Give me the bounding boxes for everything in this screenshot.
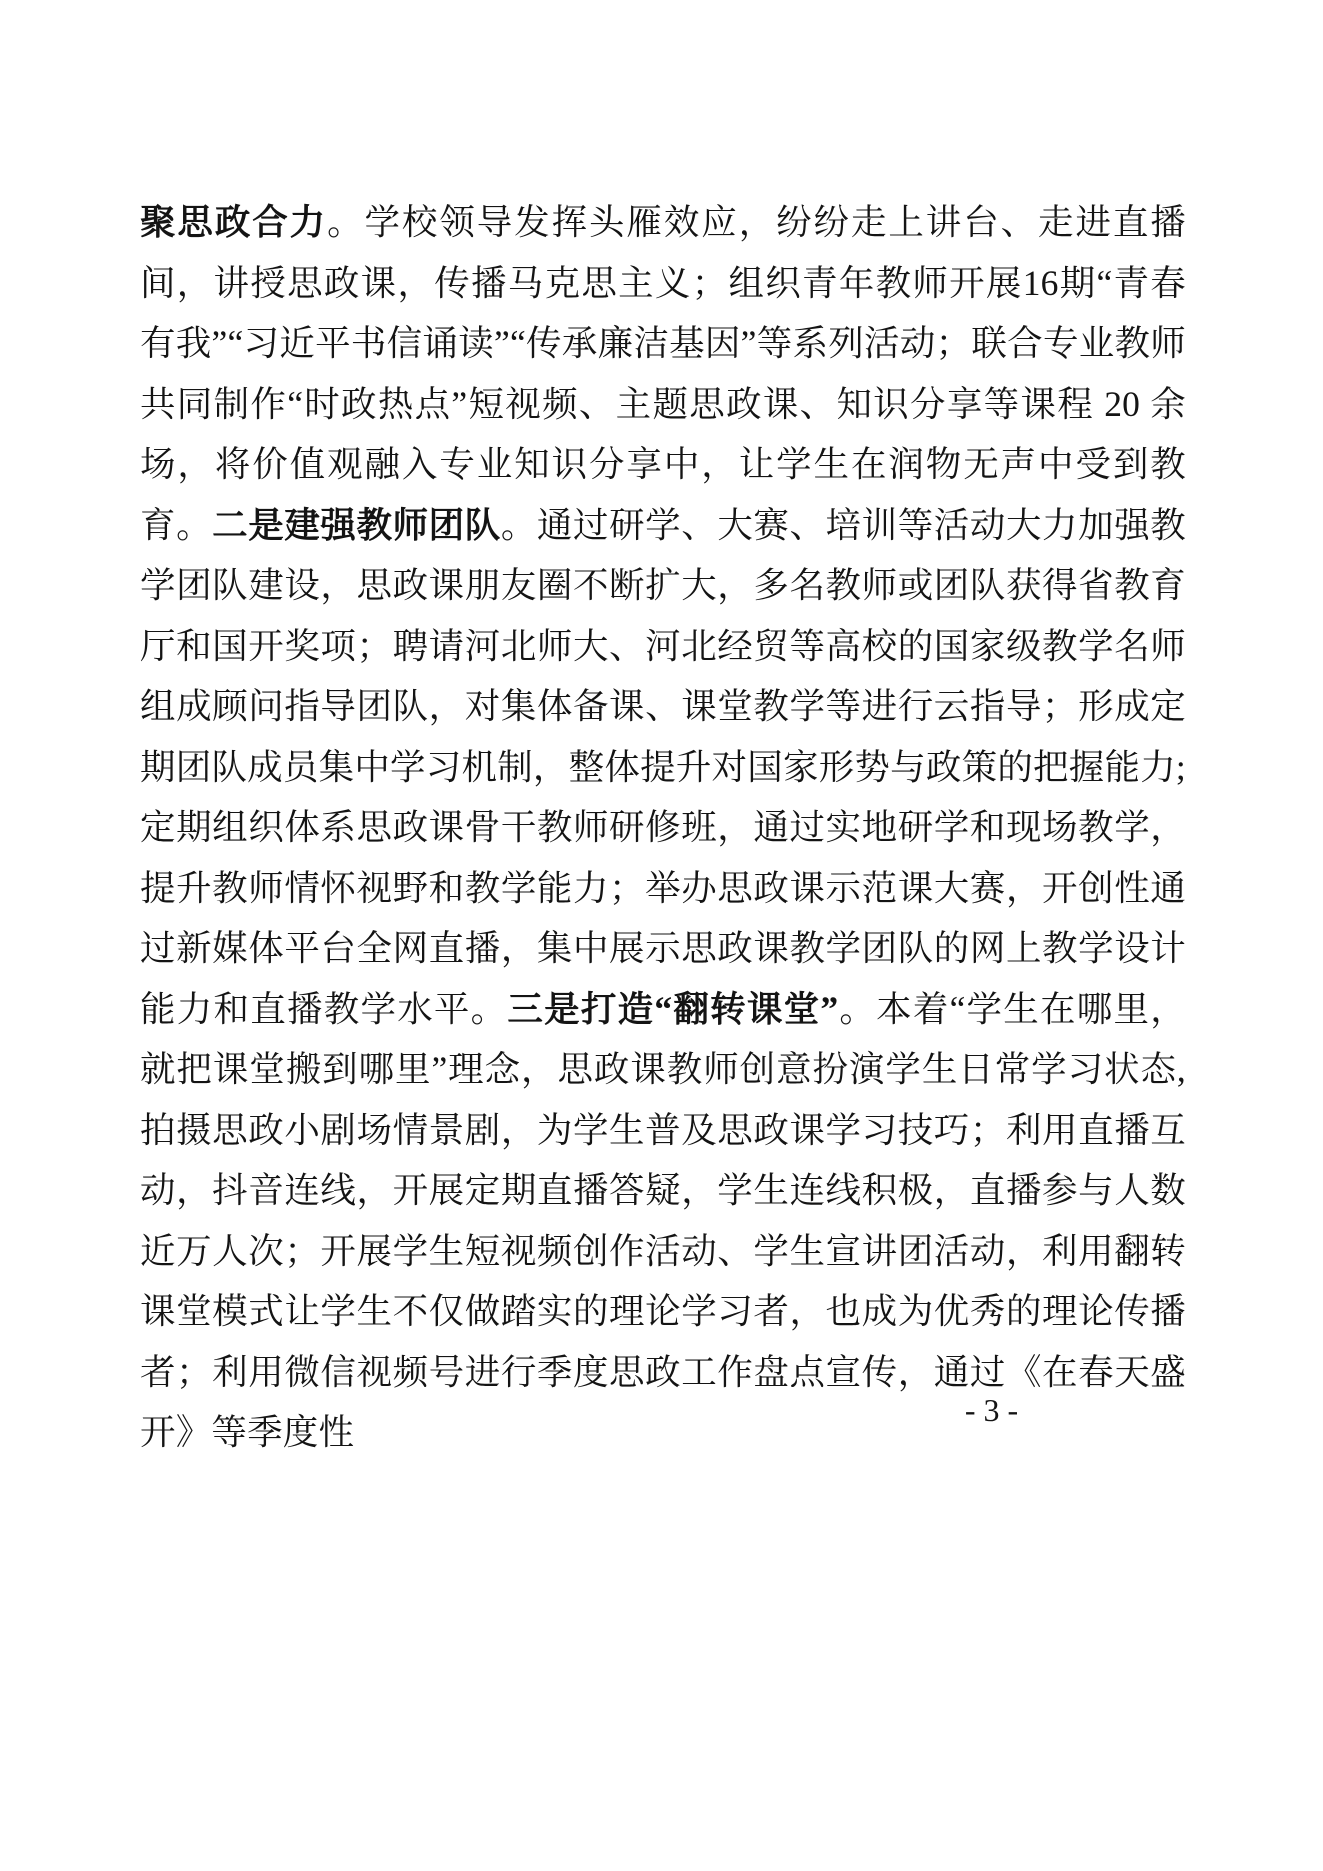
paragraph-run-1: 。学校领导发挥头雁效应，纷纷走上讲台、走进直播间，讲授思政课，传播马克思主义；组织青年教师开展16期“青春有我”“习近平书信诵读”“传承廉洁基因”等系列活动；联合专业教师共同制作“时政热点”短视频、主题思政课、知识分享等课程 20 余场，将价值观融入专业知识分享中，让学生在润物无声中受到教育。 — [140, 202, 1186, 545]
body-paragraph — [140, 192, 1186, 1463]
paragraph-run-4: 三是打造“翻转课堂” — [507, 988, 839, 1029]
paragraph-text — [140, 192, 1186, 1463]
paragraph-run-0: 聚思政合力 — [140, 202, 328, 242]
paragraph-run-2: 二是建强教师团队 — [212, 504, 501, 545]
page-number-label: - 3 - — [964, 1392, 1019, 1428]
paragraph-run-5: 。本着“学生在哪里，就把课堂搬到哪里”理念，思政课教师创意扮演学生日常学习状态,拍摄思政小剧场情景剧，为学生普及思政课学习技巧；利用直播互动，抖音连线，开展定期直播答疑，学生连线积极，直播参与人数近万人次；开展学生短视频创作活动、学生宣讲团活动，利用翻转课堂模式让学生不仅做踏实的理论学习者，也成为优秀的理论传播者；利用微信视频号进行季度思政工作盘点宣传，通过《在春天盛开》等季度性 — [140, 988, 1186, 1452]
page-number — [0, 1392, 1323, 1429]
paragraph-run-3: 。通过研学、大赛、培训等活动大力加强教学团队建设，思政课朋友圈不断扩大，多名教师或团队获得省教育厅和国开奖项；聘请河北师大、河北经贸等高校的国家级教学名师组成顾问指导团队，对集体备课、课堂教学等进行云指导；形成定期团队成员集中学习机制，整体提升对国家形势与政策的把握能力;定期组织体系思政课骨干教师研修班，通过实地研学和现场教学，提升教师情怀视野和教学能力；举办思政课示范课大赛，开创性通过新媒体平台全网直播，集中展示思政课教学团队的网上教学设计能力和直播教学水平。 — [140, 504, 1186, 1029]
